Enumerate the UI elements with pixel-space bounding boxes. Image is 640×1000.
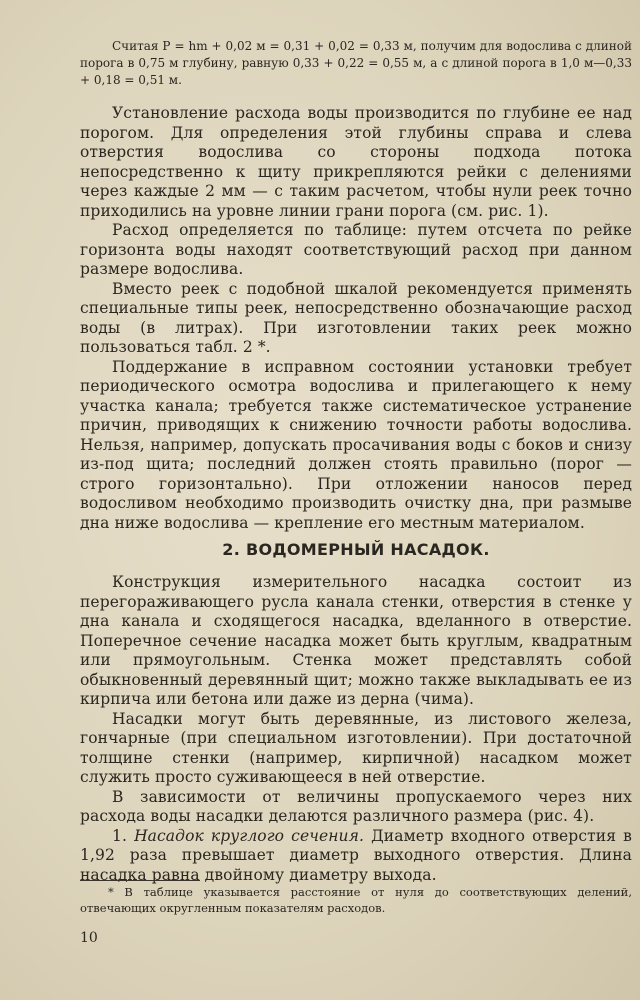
paragraph-materials: Насадки могут быть деревянные, из листового железа, гончарные (при специальном изготовлении). При достаточной толщине стенки (например, кирпичной) насадком может служить просто суживающееся в ней отверстие. bbox=[80, 709, 632, 786]
paragraph-maintenance: Поддержание в исправном состоянии установки требует периодического осмотра водослива и прилегающего к нему участка канала; требуется также систематическое устранение причин, приводящих к снижению точности работы водослива. Нельзя, например, допускать просачивания воды с боков и снизу из-под щита; последний должен стоять правильно (порог — строго горизонтально). При отложении наносов перед водосливом необходимо производить очистку дна, при размыве дна ниже водослива — крепление его местным материалом. bbox=[80, 357, 632, 532]
paragraph-sizes: В зависимости от величины пропускаемого через них расхода воды насадки делаются различного размера (рис. 4). bbox=[80, 787, 632, 825]
paragraph-flow-measurement: Установление расхода воды производится по глубине ее над порогом. Для определения этой глубины справа и слева отверстия водослива со стороны подхода потока непосредственно к щиту прикрепляются рейки с делениями через каждые 2 мм — с таким расчетом, чтобы нули реек точно приходились на уровне линии грани порога (см. рис. 1). bbox=[80, 104, 632, 220]
footnote-text: * В таблице указывается расстояние от нуля до соответствующих делений, отвечающих округленным показателям расходов. bbox=[80, 885, 632, 915]
bottom-paragraphs bbox=[80, 573, 632, 885]
paragraph-round-nozzle bbox=[80, 827, 632, 886]
footnote bbox=[80, 884, 632, 916]
item-number: 1. bbox=[112, 826, 135, 845]
paragraph-gauge-rods: Вместо реек с подобной шкалой рекомендуется применять специальные типы реек, непосредственно обозначающие расход воды (в литрах). При изготовлении таких реек можно пользоваться табл. 2 *. bbox=[80, 279, 632, 356]
section-heading: 2. ВОДОМЕРНЫЙ НАСАДОК. bbox=[222, 540, 490, 559]
formula-text: Считая P = hm + 0,02 м = 0,31 + 0,02 = 0,33 м, получим для водослива с длиной порога в 0,75 м глубину, равную 0,33 + 0,22 = 0,55 м, а с длиной порога в 1,0 м—0,33 + 0,18 = 0,51 м. bbox=[80, 39, 632, 87]
paragraph-construction: Конструкция измерительного насадка состоит из перегораживающего русла канала стенки, отверстия в стенке у дна канала и сходящегося насадка, вделанного в отверстие. Поперечное сечение насадка может быть круглым, квадратным или прямоугольным. Стенка может представлять собой обыкновенный деревянный щит; можно также выкладывать ее из кирпича или бетона или даже из дерна (чима). bbox=[80, 573, 632, 708]
paragraph-flow-table: Расход определяется по таблице: путем отсчета по рейке горизонта воды находят соответствующий расход при данном размере водослива. bbox=[80, 221, 632, 278]
footnote-rule bbox=[80, 880, 200, 881]
page-number: 10 bbox=[80, 930, 98, 946]
formula-paragraph bbox=[80, 38, 632, 89]
item-title: Насадок круглого сечения. bbox=[134, 826, 365, 845]
top-paragraphs bbox=[80, 104, 632, 533]
item-text: Диаметр входного отверстия в 1,92 раза превышает диаметр выходного отверстия. Длина насадка равна двойному диаметру выхода. bbox=[80, 826, 632, 884]
